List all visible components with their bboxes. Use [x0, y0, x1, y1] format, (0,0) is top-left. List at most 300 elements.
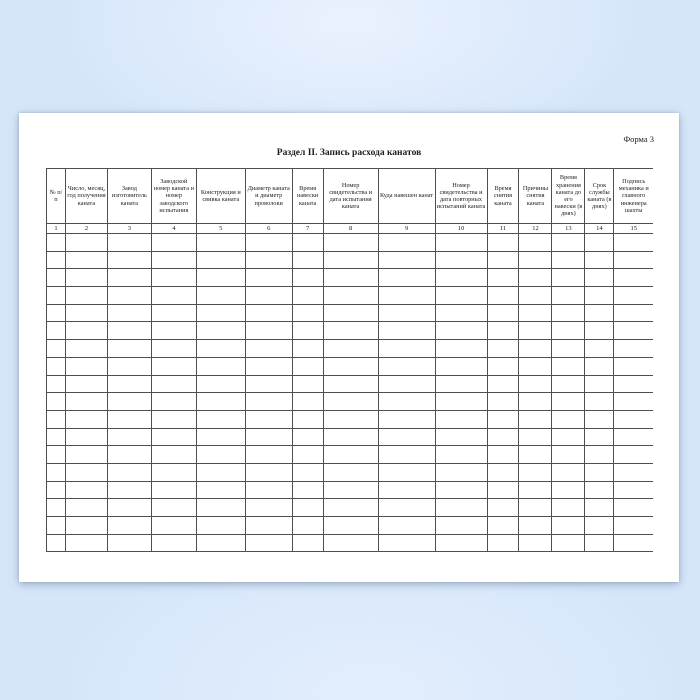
table-cell: [151, 375, 196, 393]
table-cell: [378, 375, 435, 393]
table-cell: [292, 234, 323, 252]
table-cell: [585, 304, 614, 322]
table-cell: [614, 251, 653, 269]
table-cell: [196, 446, 245, 464]
table-cell: [378, 357, 435, 375]
table-cell: [65, 340, 107, 358]
table-row: [47, 499, 654, 517]
table-cell: [487, 393, 519, 411]
table-cell: [245, 463, 292, 481]
table-cell: [245, 322, 292, 340]
table-row: [47, 393, 654, 411]
table-cell: [519, 534, 552, 552]
table-row: [47, 375, 654, 393]
column-header-15: Подпись механика и главного инженера шахты: [614, 169, 653, 224]
table-cell: [435, 375, 487, 393]
table-cell: [65, 304, 107, 322]
table-cell: [552, 269, 585, 287]
table-cell: [519, 499, 552, 517]
table-cell: [292, 517, 323, 535]
table-cell: [323, 393, 378, 411]
table-cell: [245, 393, 292, 411]
table-cell: [378, 287, 435, 305]
column-header-3: Завод изготовитель каната: [107, 169, 151, 224]
column-number-12: 12: [519, 224, 552, 234]
table-cell: [151, 340, 196, 358]
table-cell: [552, 251, 585, 269]
table-cell: [47, 393, 66, 411]
table-cell: [487, 428, 519, 446]
table-cell: [519, 322, 552, 340]
table-row: [47, 251, 654, 269]
table-cell: [196, 428, 245, 446]
table-cell: [614, 287, 653, 305]
table-cell: [378, 446, 435, 464]
table-cell: [292, 446, 323, 464]
table-cell: [614, 517, 653, 535]
column-header-6: Диаметр каната и диаметр проволоки: [245, 169, 292, 224]
table-cell: [47, 446, 66, 464]
table-cell: [107, 375, 151, 393]
table-cell: [65, 322, 107, 340]
table-cell: [614, 428, 653, 446]
table-cell: [47, 517, 66, 535]
table-cell: [292, 428, 323, 446]
column-header-13: Время хранения каната до его навески (в днях): [552, 169, 585, 224]
table-cell: [519, 428, 552, 446]
table-cell: [107, 534, 151, 552]
table-cell: [292, 287, 323, 305]
column-number-7: 7: [292, 224, 323, 234]
column-number-3: 3: [107, 224, 151, 234]
table-cell: [519, 463, 552, 481]
table-cell: [487, 534, 519, 552]
column-number-15: 15: [614, 224, 653, 234]
table-cell: [245, 287, 292, 305]
table-cell: [196, 234, 245, 252]
table-cell: [614, 234, 653, 252]
table-cell: [107, 287, 151, 305]
table-body: [47, 234, 654, 552]
column-number-11: 11: [487, 224, 519, 234]
table-cell: [65, 393, 107, 411]
table-cell: [292, 393, 323, 411]
table-cell: [292, 410, 323, 428]
table-cell: [196, 463, 245, 481]
table-cell: [435, 428, 487, 446]
column-number-13: 13: [552, 224, 585, 234]
table-cell: [47, 499, 66, 517]
column-number-10: 10: [435, 224, 487, 234]
table-cell: [585, 428, 614, 446]
table-cell: [487, 446, 519, 464]
table-cell: [65, 357, 107, 375]
table-cell: [585, 517, 614, 535]
table-cell: [552, 481, 585, 499]
table-cell: [196, 287, 245, 305]
table-cell: [614, 375, 653, 393]
table-cell: [323, 340, 378, 358]
table-cell: [614, 499, 653, 517]
table-cell: [435, 269, 487, 287]
table-cell: [151, 446, 196, 464]
table-cell: [378, 410, 435, 428]
table-cell: [65, 251, 107, 269]
table-cell: [151, 517, 196, 535]
table-cell: [107, 340, 151, 358]
column-header-8: Номер свидетельства и дата испытания каната: [323, 169, 378, 224]
table-cell: [65, 375, 107, 393]
table-cell: [378, 481, 435, 499]
table-row: [47, 410, 654, 428]
table-cell: [585, 340, 614, 358]
table-cell: [323, 463, 378, 481]
table-cell: [107, 517, 151, 535]
table-cell: [519, 517, 552, 535]
table-cell: [435, 517, 487, 535]
table-cell: [585, 499, 614, 517]
table-cell: [196, 410, 245, 428]
table-cell: [378, 463, 435, 481]
table-cell: [378, 251, 435, 269]
table-cell: [614, 410, 653, 428]
table-cell: [107, 446, 151, 464]
table-cell: [65, 517, 107, 535]
column-header-14: Срок службы каната (в днях): [585, 169, 614, 224]
table-cell: [552, 322, 585, 340]
table-cell: [435, 393, 487, 411]
table-cell: [323, 375, 378, 393]
table-cell: [196, 357, 245, 375]
table-cell: [487, 375, 519, 393]
table-cell: [614, 393, 653, 411]
column-header-12: Причины снятия каната: [519, 169, 552, 224]
table-cell: [323, 499, 378, 517]
column-number-9: 9: [378, 224, 435, 234]
table-cell: [614, 481, 653, 499]
column-header-row: [47, 169, 654, 224]
table-row: [47, 534, 654, 552]
table-cell: [519, 481, 552, 499]
table-cell: [552, 463, 585, 481]
table-cell: [107, 410, 151, 428]
table-row: [47, 463, 654, 481]
table-cell: [435, 463, 487, 481]
table-cell: [487, 322, 519, 340]
table-cell: [65, 499, 107, 517]
column-header-9: Куда навешен канат: [378, 169, 435, 224]
table-cell: [245, 357, 292, 375]
table-cell: [552, 517, 585, 535]
table-cell: [614, 534, 653, 552]
table-cell: [487, 251, 519, 269]
column-number-1: 1: [47, 224, 66, 234]
table-cell: [196, 499, 245, 517]
table-cell: [614, 304, 653, 322]
table-cell: [47, 463, 66, 481]
column-number-2: 2: [65, 224, 107, 234]
table-cell: [47, 428, 66, 446]
column-number-5: 5: [196, 224, 245, 234]
table-cell: [487, 304, 519, 322]
table-cell: [585, 357, 614, 375]
table-cell: [292, 375, 323, 393]
table-cell: [323, 481, 378, 499]
table-cell: [47, 410, 66, 428]
table-cell: [519, 340, 552, 358]
table-cell: [196, 481, 245, 499]
column-number-8: 8: [323, 224, 378, 234]
table-cell: [585, 393, 614, 411]
table-cell: [323, 304, 378, 322]
table-cell: [151, 269, 196, 287]
table-row: [47, 428, 654, 446]
rope-usage-table: [46, 168, 653, 552]
table-cell: [552, 375, 585, 393]
table-cell: [107, 251, 151, 269]
column-header-2: Число, месяц, год получения каната: [65, 169, 107, 224]
table-cell: [378, 499, 435, 517]
table-cell: [519, 446, 552, 464]
table-cell: [245, 428, 292, 446]
table-row: [47, 446, 654, 464]
table-cell: [519, 269, 552, 287]
table-cell: [151, 463, 196, 481]
table-cell: [151, 428, 196, 446]
table-cell: [487, 234, 519, 252]
table-cell: [196, 375, 245, 393]
form-number-label: Форма 3: [623, 134, 654, 144]
table-cell: [47, 322, 66, 340]
table-cell: [65, 481, 107, 499]
table-cell: [378, 340, 435, 358]
table-cell: [519, 251, 552, 269]
table-cell: [196, 304, 245, 322]
table-cell: [435, 304, 487, 322]
table-cell: [47, 357, 66, 375]
table-row: [47, 304, 654, 322]
table-cell: [552, 446, 585, 464]
table-cell: [292, 251, 323, 269]
table-cell: [151, 322, 196, 340]
table-cell: [378, 304, 435, 322]
table-cell: [487, 499, 519, 517]
table-cell: [435, 234, 487, 252]
table-cell: [292, 499, 323, 517]
table-cell: [585, 446, 614, 464]
table-row: [47, 481, 654, 499]
table-cell: [107, 357, 151, 375]
table-cell: [196, 269, 245, 287]
table-cell: [378, 517, 435, 535]
table-cell: [47, 340, 66, 358]
table-cell: [47, 269, 66, 287]
table-cell: [65, 410, 107, 428]
table-cell: [378, 534, 435, 552]
table-cell: [585, 287, 614, 305]
table-row: [47, 234, 654, 252]
table-cell: [245, 375, 292, 393]
table-cell: [292, 269, 323, 287]
table-cell: [585, 251, 614, 269]
table-cell: [519, 393, 552, 411]
table-cell: [107, 234, 151, 252]
table-cell: [552, 357, 585, 375]
table-cell: [519, 287, 552, 305]
table-cell: [435, 446, 487, 464]
table-cell: [292, 357, 323, 375]
table-cell: [487, 357, 519, 375]
table-cell: [585, 375, 614, 393]
table-cell: [435, 251, 487, 269]
table-cell: [151, 410, 196, 428]
table-cell: [292, 322, 323, 340]
table-cell: [245, 534, 292, 552]
table-cell: [585, 234, 614, 252]
table-cell: [614, 269, 653, 287]
table-cell: [552, 499, 585, 517]
column-header-10: Номер свидетельства и дата повторных испытаний каната: [435, 169, 487, 224]
table-cell: [487, 463, 519, 481]
table-cell: [378, 428, 435, 446]
table-cell: [107, 428, 151, 446]
table-cell: [585, 269, 614, 287]
table-cell: [196, 322, 245, 340]
table-cell: [614, 340, 653, 358]
table-cell: [323, 446, 378, 464]
table-cell: [552, 340, 585, 358]
column-number-4: 4: [151, 224, 196, 234]
table-cell: [47, 287, 66, 305]
table-cell: [585, 481, 614, 499]
table-cell: [585, 463, 614, 481]
table-cell: [487, 410, 519, 428]
table-cell: [323, 517, 378, 535]
table-cell: [245, 481, 292, 499]
table-cell: [552, 304, 585, 322]
column-number-14: 14: [585, 224, 614, 234]
table-cell: [487, 287, 519, 305]
table-cell: [378, 393, 435, 411]
table-cell: [65, 234, 107, 252]
table-cell: [65, 463, 107, 481]
document-page: [19, 113, 679, 582]
table-cell: [323, 269, 378, 287]
table-row: [47, 322, 654, 340]
table-cell: [245, 234, 292, 252]
table-cell: [196, 393, 245, 411]
table-cell: [435, 534, 487, 552]
table-cell: [487, 517, 519, 535]
table-cell: [323, 234, 378, 252]
table-cell: [292, 304, 323, 322]
column-header-11: Время снятия каната: [487, 169, 519, 224]
table-cell: [614, 322, 653, 340]
table-cell: [151, 393, 196, 411]
table-cell: [47, 375, 66, 393]
table-cell: [107, 269, 151, 287]
table-cell: [435, 499, 487, 517]
table-cell: [107, 481, 151, 499]
column-number-6: 6: [245, 224, 292, 234]
table-cell: [196, 534, 245, 552]
table-cell: [47, 534, 66, 552]
table-cell: [378, 269, 435, 287]
table-cell: [323, 357, 378, 375]
table-cell: [323, 322, 378, 340]
table-cell: [585, 322, 614, 340]
table-cell: [292, 463, 323, 481]
table-cell: [585, 410, 614, 428]
table-cell: [47, 481, 66, 499]
table-cell: [245, 517, 292, 535]
table-cell: [552, 410, 585, 428]
table-cell: [487, 269, 519, 287]
table-cell: [614, 446, 653, 464]
table-cell: [245, 340, 292, 358]
table-cell: [519, 234, 552, 252]
table-cell: [378, 234, 435, 252]
table-cell: [552, 428, 585, 446]
table-cell: [487, 481, 519, 499]
table-cell: [65, 269, 107, 287]
table-cell: [151, 287, 196, 305]
table-cell: [245, 269, 292, 287]
table-cell: [245, 446, 292, 464]
column-header-4: Заводской номер каната и номер заводского испытания: [151, 169, 196, 224]
table-cell: [65, 534, 107, 552]
table-cell: [292, 481, 323, 499]
table-cell: [435, 287, 487, 305]
table-cell: [292, 340, 323, 358]
table-cell: [435, 410, 487, 428]
table-cell: [519, 375, 552, 393]
table-cell: [245, 304, 292, 322]
table-row: [47, 340, 654, 358]
column-header-5: Конструкция и свивка каната: [196, 169, 245, 224]
table-cell: [552, 393, 585, 411]
table-cell: [196, 340, 245, 358]
table-cell: [65, 428, 107, 446]
table-row: [47, 517, 654, 535]
table-cell: [435, 322, 487, 340]
table-cell: [245, 410, 292, 428]
table-cell: [107, 304, 151, 322]
table-cell: [196, 517, 245, 535]
table-cell: [323, 251, 378, 269]
table-cell: [107, 463, 151, 481]
table-cell: [552, 234, 585, 252]
table-cell: [107, 393, 151, 411]
table-cell: [151, 534, 196, 552]
table-cell: [435, 481, 487, 499]
table-cell: [519, 410, 552, 428]
table-cell: [151, 481, 196, 499]
table-cell: [323, 410, 378, 428]
column-header-7: Время навески каната: [292, 169, 323, 224]
table-cell: [196, 251, 245, 269]
table-cell: [614, 463, 653, 481]
table-cell: [65, 287, 107, 305]
table-cell: [107, 322, 151, 340]
table-cell: [245, 499, 292, 517]
section-title: Раздел II. Запись расхода канатов: [276, 148, 422, 158]
table-cell: [47, 251, 66, 269]
table-cell: [292, 534, 323, 552]
table-cell: [245, 251, 292, 269]
column-number-row: [47, 224, 654, 234]
table-cell: [585, 534, 614, 552]
